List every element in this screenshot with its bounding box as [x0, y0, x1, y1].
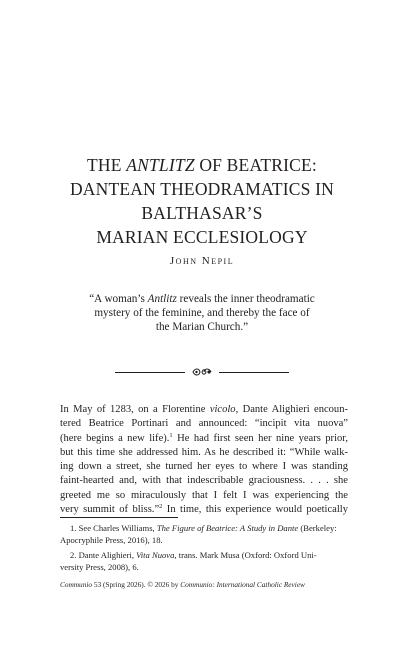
footnote-2-em: Vita Nuova — [136, 550, 175, 560]
body-line-5: ing down a street, she turned her eyes to where I was standing — [60, 461, 348, 473]
epigraph-line-1-pre: “A woman’s — [89, 293, 148, 305]
body-line-3-pre: (here begins a new life). — [60, 432, 170, 444]
ornament-rule-right — [219, 372, 289, 373]
credit-middle: 53 (Spring 2026). © 2026 by — [92, 580, 181, 589]
copyright-line — [60, 580, 305, 590]
body-line-3-post: He had first seen her nine years prior, — [172, 432, 348, 444]
epigraph-line-3: the Marian Church.” — [155, 321, 249, 333]
title-line-2: DANTEAN THEODRAMATICS IN — [69, 179, 335, 199]
body-line-4: but this time she addressed him. As he described it: “While walk- — [60, 446, 348, 458]
title-line-1-pre: THE — [87, 155, 127, 175]
footnote-1-em: The Figure of Beatrice: A Study in Dante — [156, 523, 299, 533]
body-line-2: tered Beatrice Portinari and announced: “incipit vita nuova” — [60, 418, 348, 430]
body-line-1-pre: In May of 1283, on a Florentine — [60, 404, 210, 415]
title-line-1-em: ANTLITZ — [126, 155, 195, 175]
footnote-1-line-1 — [60, 523, 348, 535]
title-line-1 — [0, 153, 404, 177]
footnote-2-line-2: versity Press, 2008), 6. — [60, 561, 139, 572]
body-line-7: greeted me so miraculously that I felt I was experiencing the — [60, 489, 348, 501]
footnote-ref-1: 1 — [169, 431, 173, 439]
epigraph-line-1 — [70, 292, 334, 306]
body-line-8 — [60, 503, 348, 517]
body-line-8-pre: very summit of bliss.” — [60, 504, 160, 516]
title-line-1-post: OF BEATRICE: — [194, 155, 317, 175]
footnote-ref-2: 2 — [159, 503, 163, 511]
title-line-4: MARIAN ECCLESIOLOGY — [96, 227, 308, 247]
epigraph-line-2: mystery of the feminine, and thereby the face of — [94, 307, 310, 319]
body-paragraph — [60, 403, 348, 517]
body-line-1 — [60, 403, 348, 417]
fleuron-icon — [191, 366, 213, 378]
body-line-6: faint-hearted and, with that indescribable graciousness. . . . she — [60, 475, 348, 487]
body-line-1-post: , Dante Alighieri encoun- — [235, 404, 348, 415]
footnote-1-post: (Berkeley: — [298, 523, 337, 533]
footnote-2-line-1 — [60, 550, 348, 562]
article-title — [0, 153, 404, 249]
section-ornament — [115, 366, 289, 378]
footnote-2-post: , trans. Mark Musa (Oxford: Oxford Uni- — [174, 550, 317, 560]
footnote-2 — [60, 550, 348, 573]
footnote-1-pre: 1. See Charles Williams, — [70, 523, 157, 533]
epigraph — [70, 292, 334, 334]
epigraph-line-1-post: reveals the inner theodramatic — [176, 293, 315, 305]
footnote-2-pre: 2. Dante Alighieri, — [70, 550, 137, 560]
epigraph-line-1-em: Antlitz — [147, 293, 177, 305]
body-line-3 — [60, 432, 348, 446]
credit-journal: Communio — [60, 580, 93, 589]
footnote-rule — [60, 517, 178, 518]
body-line-8-post: In time, this experience would poetically — [162, 504, 348, 516]
footnote-1-line-2: Apocryphile Press, 2016), 18. — [60, 534, 163, 545]
footnote-1 — [60, 523, 348, 546]
credit-publisher: Communio: International Catholic Review — [180, 580, 305, 589]
ornament-rule-left — [115, 372, 185, 373]
body-line-1-em: vicolo — [209, 404, 236, 415]
title-line-3: BALTHASAR’S — [141, 203, 263, 223]
author-name: John Nepil — [169, 255, 235, 267]
